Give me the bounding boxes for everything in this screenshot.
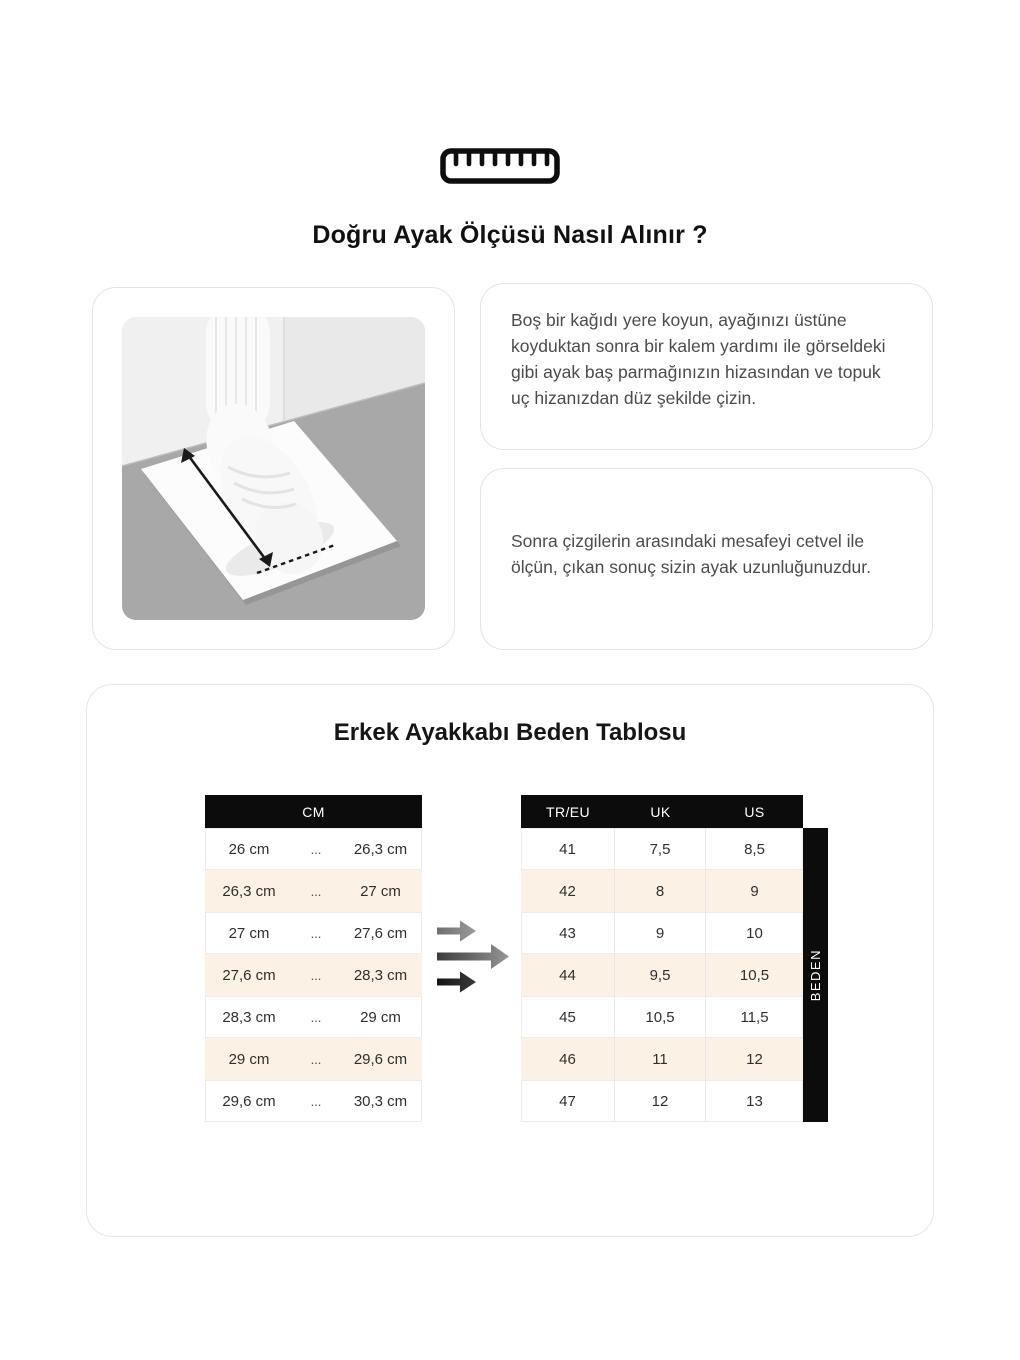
size-conversion-row: 44 9,5 10,5 [521,954,803,996]
size-conversion-row: 47 12 13 [521,1080,803,1122]
size-conversion-row: 45 10,5 11,5 [521,996,803,1038]
cm-table-header: CM [205,795,422,828]
column-header-uk: UK [650,803,671,820]
size-conversion-table [521,795,803,1122]
instruction-step-1-card [480,283,933,450]
size-conversion-row: 41 7,5 8,5 [521,828,803,870]
cm-table-row: 29,6 cm ... 30,3 cm [205,1080,422,1122]
column-header-tr-eu: TR/EU [546,803,590,820]
column-header-us: US [744,803,765,820]
measurement-photo-card [92,287,455,650]
cm-table-row: 26 cm ... 26,3 cm [205,828,422,870]
page-title: Doğru Ayak Ölçüsü Nasıl Alınır ? [312,221,708,249]
cm-table-row: 29 cm ... 29,6 cm [205,1038,422,1080]
size-table-title: Erkek Ayakkabı Beden Tablosu [333,719,687,746]
size-conversion-row: 43 9 10 [521,912,803,954]
cm-table [205,795,422,1122]
size-conversion-table-header [521,795,803,828]
cm-table-row: 28,3 cm ... 29 cm [205,996,422,1038]
size-table-card [86,684,934,1237]
size-conversion-row: 46 11 12 [521,1038,803,1080]
three-right-arrows-icon [435,917,513,997]
instruction-step-1-text: Boş bir kağıdı yere koyun, ayağınızı üstüne koyduktan sonra bir kalem yardımı ile görseldeki gibi ayak baş parmağınızın hizasından ve topuk uç hizanızdan düz şekilde çizin. [511,310,886,408]
instruction-step-2-text: Sonra çizgilerin arasındaki mesafeyi cetvel ile ölçün, çıkan sonuç sizin ayak uzunluğunuzdur. [511,531,871,577]
foot-measurement-photo [122,317,425,620]
ruler-icon [439,147,561,185]
instruction-step-2-card [480,468,933,650]
beden-side-label: BEDEN [803,828,828,1122]
cm-table-row: 27,6 cm ... 28,3 cm [205,954,422,996]
size-conversion-row: 42 8 9 [521,870,803,912]
cm-table-row: 26,3 cm ... 27 cm [205,870,422,912]
cm-table-row: 27 cm ... 27,6 cm [205,912,422,954]
